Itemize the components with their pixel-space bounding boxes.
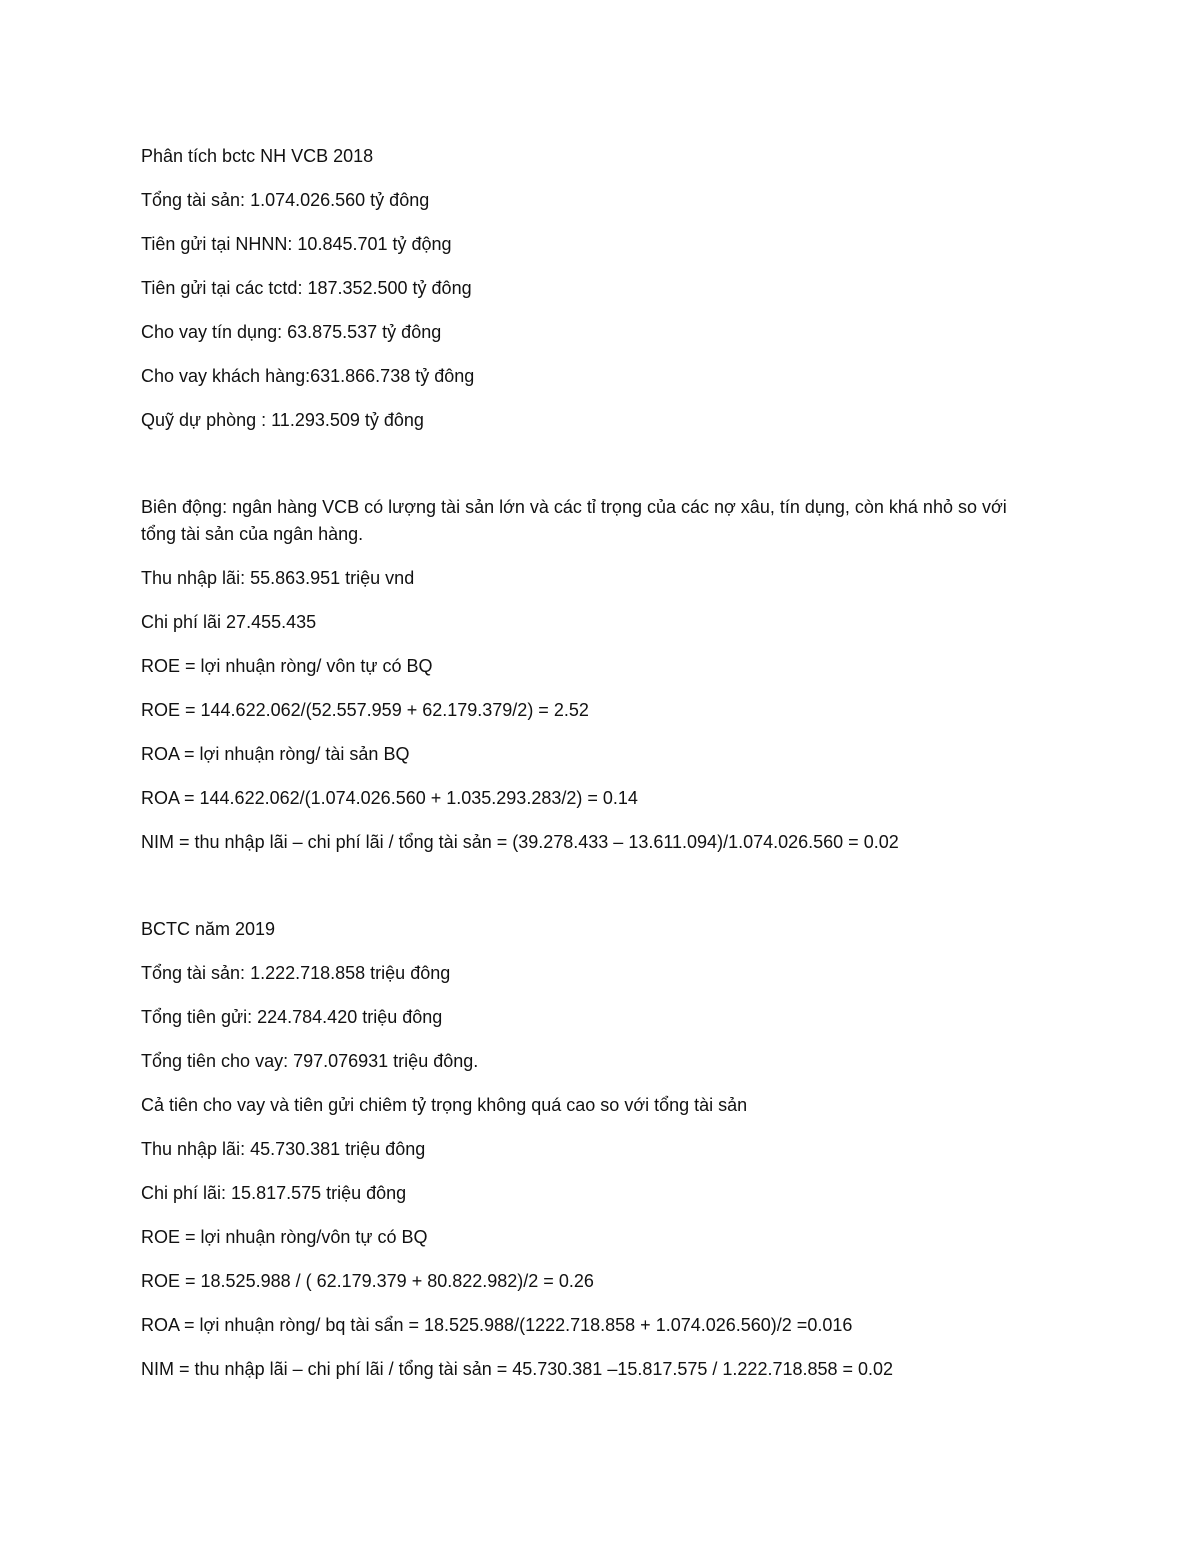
- fluctuation-paragraph: Biên động: ngân hàng VCB có lượng tài sản lớn và các tỉ trọng của các nợ xâu, tín dụng, còn khá nhỏ so với tổng tài sản của ngân hàng.: [141, 497, 1007, 544]
- roe-formula-2019: ROE = lợi nhuận ròng/vôn tự có BQ: [141, 1227, 428, 1247]
- document-body: [141, 143, 1061, 1400]
- section-spacer: [141, 873, 1061, 916]
- total-loans-2019: Tổng tiên cho vay: 797.076931 triệu đông.: [141, 1051, 479, 1071]
- section-2018-summary: [141, 143, 1061, 434]
- interest-expense-2019: Chi phí lãi: 15.817.575 triệu đông: [141, 1183, 407, 1203]
- interest-income-2018: Thu nhập lãi: 55.863.951 triệu vnd: [141, 568, 415, 588]
- deposits-sbv-2018: Tiên gửi tại NHNN: 10.845.701 tỷ động: [141, 234, 452, 254]
- total-deposits-2019: Tổng tiên gửi: 224.784.420 triệu đông: [141, 1007, 443, 1027]
- section-spacer: [141, 451, 1061, 494]
- interest-expense-2018: Chi phí lãi 27.455.435: [141, 612, 317, 632]
- total-assets-2018: Tổng tài sản: 1.074.026.560 tỷ đông: [141, 190, 430, 210]
- credit-loans-2018: Cho vay tín dụng: 63.875.537 tỷ đông: [141, 322, 442, 342]
- roe-formula-2018: ROE = lợi nhuận ròng/ vôn tự có BQ: [141, 656, 433, 676]
- roa-calculation-2018: ROA = 144.622.062/(1.074.026.560 + 1.035.293.283/2) = 0.14: [141, 788, 638, 808]
- deposits-credit-institutions-2018: Tiên gửi tại các tctd: 187.352.500 tỷ đông: [141, 278, 472, 298]
- proportion-comment-2019: Cả tiên cho vay và tiên gửi chiêm tỷ trọng không quá cao so với tổng tài sản: [141, 1095, 748, 1115]
- total-assets-2019: Tổng tài sản: 1.222.718.858 triệu đông: [141, 963, 451, 983]
- roe-calculation-2018: ROE = 144.622.062/(52.557.959 + 62.179.379/2) = 2.52: [141, 700, 589, 720]
- nim-calculation-2019: NIM = thu nhập lãi – chi phí lãi / tổng tài sản = 45.730.381 –15.817.575 / 1.222.718.858 = 0.02: [141, 1359, 894, 1379]
- customer-loans-2018: Cho vay khách hàng:631.866.738 tỷ đông: [141, 366, 475, 386]
- interest-income-2019: Thu nhập lãi: 45.730.381 triệu đông: [141, 1139, 426, 1159]
- nim-calculation-2018: NIM = thu nhập lãi – chi phí lãi / tổng tài sản = (39.278.433 – 13.611.094)/1.074.026.560 = 0.02: [141, 832, 899, 852]
- document-title: Phân tích bctc NH VCB 2018: [141, 146, 374, 166]
- roa-formula-2018: ROA = lợi nhuận ròng/ tài sản BQ: [141, 744, 410, 764]
- roe-calculation-2019: ROE = 18.525.988 / ( 62.179.379 + 80.822.982)/2 = 0.26: [141, 1271, 594, 1291]
- roa-calculation-2019: ROA = lợi nhuận ròng/ bq tài sẩn = 18.525.988/(1222.718.858 + 1.074.026.560)/2 =0.016: [141, 1315, 853, 1335]
- section-2018-analysis: [141, 494, 1061, 856]
- provision-fund-2018: Quỹ dự phòng : 11.293.509 tỷ đông: [141, 410, 424, 430]
- section-heading-2019: BCTC năm 2019: [141, 919, 276, 939]
- section-2019: [141, 916, 1061, 1383]
